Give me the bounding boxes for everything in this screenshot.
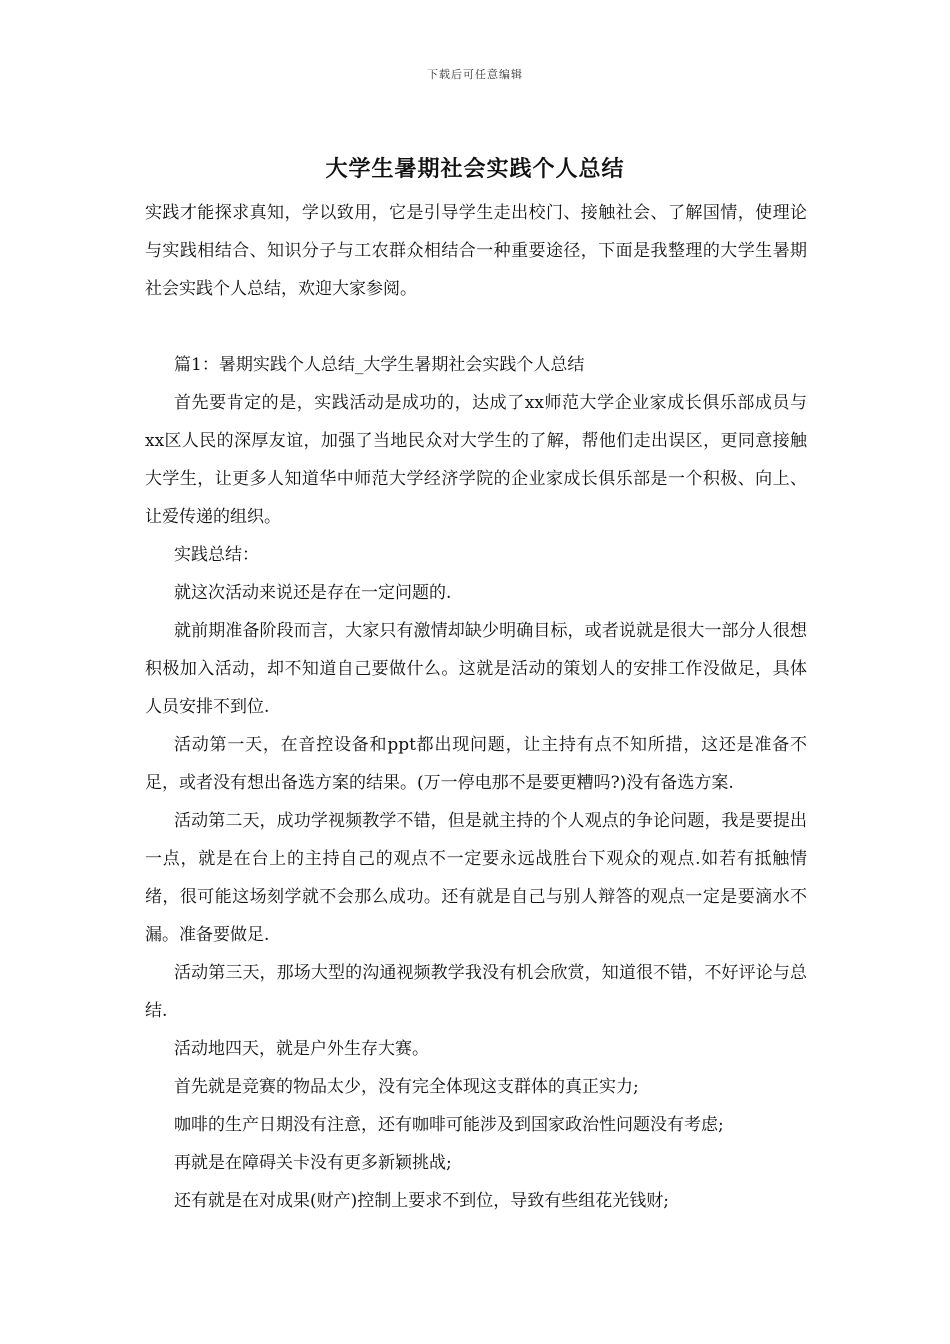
header-note: 下载后可任意编辑 (427, 68, 523, 81)
body-paragraph: 再就是在障碍关卡没有更多新颖挑战; (174, 1153, 452, 1173)
body-paragraph: 首先就是竞赛的物品太少，没有完全体现这支群体的真正实力; (174, 1077, 639, 1097)
section-heading: 篇1：暑期实践个人总结_大学生暑期社会实践个人总结 (174, 355, 585, 375)
body-paragraph: 首先要肯定的是，实践活动是成功的，达成了xx师范大学企业家成长俱乐部成员与xx区人民的深厚友谊，加强了当地民众对大学生的了解，帮他们走出误区，更同意接触大学生，让更多人知道华中师范大学经济学院的企业家成长俱乐部是一个积极、向上、让爱传递的组织。 (145, 393, 807, 527)
body-paragraph: 活动第三天，那场大型的沟通视频教学我没有机会欣赏，知道很不错，不好评论与总结. (145, 963, 807, 1021)
body-paragraph: 实践总结： (174, 545, 259, 565)
body-paragraph: 就这次活动来说还是存在一定问题的. (174, 583, 452, 603)
body-paragraph: 就前期准备阶段而言，大家只有激情却缺少明确目标，或者说就是很大一部分人很想积极加入活动，却不知道自己要做什么。这就是活动的策划人的安排工作没做足，具体人员安排不到位. (145, 621, 807, 717)
intro-paragraph: 实践才能探求真知，学以致用，它是引导学生走出校门、接触社会、了解国情，使理论与实践相结合、知识分子与工农群众相结合一种重要途径，下面是我整理的大学生暑期社会实践个人总结，欢迎大家参阅。 (145, 203, 807, 299)
document-title: 大学生暑期社会实践个人总结 (325, 156, 625, 182)
document-body (145, 194, 807, 1220)
body-paragraph: 咖啡的生产日期没有注意，还有咖啡可能涉及到国家政治性问题没有考虑; (174, 1115, 724, 1135)
body-paragraph: 活动第一天，在音控设备和ppt都出现问题，让主持有点不知所措，这还是准备不足，或者没有想出备选方案的结果。(万一停电那不是要更糟吗?)没有备选方案. (145, 735, 807, 793)
body-paragraph: 活动第二天，成功学视频教学不错，但是就主持的个人观点的争论问题，我是要提出一点，就是在台上的主持自己的观点不一定要永远战胜台下观众的观点.如若有抵触情绪，很可能这场刻学就不会那么成功。还有就是自己与别人辩答的观点一定是要滴水不漏。准备要做足. (145, 811, 807, 945)
body-paragraph: 还有就是在对成果(财产)控制上要求不到位，导致有些组花光钱财; (174, 1191, 669, 1211)
paragraph-spacer (145, 308, 807, 346)
body-paragraph: 活动地四天，就是户外生存大赛。 (174, 1039, 429, 1059)
